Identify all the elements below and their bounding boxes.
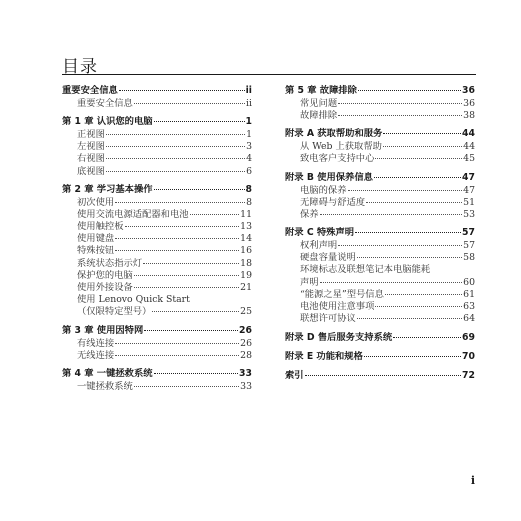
chapter-title: 第 3 章 使用因特网	[62, 324, 144, 336]
toc-item-entry[interactable]	[285, 277, 475, 289]
item-page-number: 3	[246, 141, 252, 153]
item-page-number: 6	[246, 165, 252, 177]
dot-leader	[338, 115, 462, 116]
page-title: 目录	[62, 57, 98, 77]
toc-item-entry[interactable]	[285, 185, 475, 197]
toc-chapter-entry[interactable]	[62, 367, 252, 381]
toc-item-entry[interactable]	[62, 306, 252, 318]
item-title: 一键拯救系统	[77, 380, 133, 392]
chapter-title: 第 5 章 故障排除	[285, 85, 357, 96]
toc-chapter-entry[interactable]	[285, 350, 475, 364]
item-title: 权利声明	[300, 240, 338, 252]
chapter-page-number: 57	[462, 227, 475, 239]
toc-item-entry[interactable]	[285, 252, 475, 264]
item-page-number: 1	[246, 128, 252, 140]
item-title: 使用触控板	[77, 221, 124, 233]
item-title: 保养	[300, 208, 319, 220]
toc-chapter-entry[interactable]	[285, 331, 475, 345]
toc-item-entry[interactable]	[285, 289, 475, 301]
toc-item-entry[interactable]	[62, 338, 252, 350]
toc-item-entry[interactable]	[62, 141, 252, 153]
item-title: 重要安全信息	[77, 97, 133, 109]
toc-section	[285, 226, 475, 325]
item-page-number: 63	[463, 301, 475, 312]
item-page-number: 8	[246, 196, 252, 208]
toc-item-entry[interactable]	[62, 98, 252, 110]
toc-item-entry[interactable]	[62, 350, 252, 362]
toc-item-entry[interactable]	[62, 209, 252, 221]
item-title: 左视图	[77, 141, 105, 153]
toc-item-entry[interactable]	[62, 233, 252, 245]
dot-leader	[357, 318, 462, 319]
dot-leader	[119, 90, 245, 91]
chapter-page-number: 8	[245, 183, 252, 195]
dot-leader	[305, 375, 461, 376]
chapter-title: 附录 C 特殊声明	[285, 227, 355, 239]
dot-leader	[364, 356, 461, 357]
dot-leader	[375, 306, 462, 307]
chapter-page-number: ii	[245, 85, 252, 96]
dot-leader	[190, 214, 240, 215]
dot-leader	[106, 171, 245, 172]
item-title: 使用键盘	[77, 233, 115, 245]
toc-section	[285, 369, 475, 383]
toc-item-entry[interactable]	[285, 197, 475, 209]
chapter-page-number: 44	[462, 128, 475, 140]
dot-leader	[355, 232, 461, 233]
dot-leader	[134, 103, 245, 104]
toc-chapter-entry[interactable]	[285, 127, 475, 141]
item-page-number: 57	[463, 240, 475, 252]
dot-leader	[106, 158, 245, 159]
chapter-title: 第 2 章 学习基本操作	[62, 183, 153, 195]
item-title: 右视图	[77, 153, 105, 165]
item-page-number: 45	[463, 153, 475, 165]
dot-leader	[154, 121, 245, 122]
dot-leader	[385, 294, 462, 295]
dot-leader	[320, 214, 463, 215]
dot-leader	[154, 373, 238, 374]
item-page-number: 26	[240, 337, 252, 349]
item-page-number: ii	[246, 97, 252, 109]
item-page-number: 25	[240, 306, 252, 318]
chapter-page-number: 36	[462, 85, 475, 96]
item-page-number: 51	[463, 196, 475, 208]
toc-section	[62, 84, 252, 110]
toc-section	[285, 350, 475, 364]
toc-chapter-entry[interactable]	[62, 324, 252, 338]
toc-item-entry[interactable]	[285, 264, 475, 276]
toc-chapter-entry[interactable]	[285, 84, 475, 98]
toc-item-entry[interactable]	[285, 110, 475, 122]
item-title: 致电客户支持中心	[300, 153, 375, 165]
item-title: 无障碍与舒适度	[300, 196, 366, 208]
toc-item-entry[interactable]	[285, 301, 475, 313]
item-page-number: 4	[246, 153, 252, 165]
chapter-title: 附录 E 功能和规格	[285, 350, 363, 362]
toc-left-column	[62, 84, 252, 393]
item-page-number: 61	[463, 288, 475, 300]
title-divider	[62, 74, 476, 75]
chapter-page-number: 1	[245, 116, 252, 128]
toc-item-entry[interactable]	[62, 258, 252, 270]
toc-item-entry[interactable]	[62, 381, 252, 393]
dot-leader	[320, 282, 463, 283]
toc-item-entry[interactable]	[62, 129, 252, 141]
toc-item-entry[interactable]	[62, 270, 252, 282]
item-page-number: 16	[240, 245, 252, 257]
dot-leader	[143, 263, 239, 264]
item-page-number: 53	[463, 208, 475, 220]
dot-leader	[338, 245, 462, 246]
item-page-number: 38	[463, 109, 475, 121]
item-title: 初次使用	[77, 196, 115, 208]
item-page-number: 14	[240, 233, 252, 245]
toc-item-entry[interactable]	[62, 221, 252, 233]
toc-section	[285, 127, 475, 165]
item-title: 使用外接设备	[77, 282, 133, 294]
page-number: i	[470, 474, 475, 487]
item-page-number: 36	[463, 97, 475, 109]
dot-leader	[115, 250, 239, 251]
item-title: 电池使用注意事项	[300, 301, 375, 312]
toc-chapter-entry[interactable]	[285, 171, 475, 185]
dot-leader	[375, 158, 462, 159]
item-title: 电脑的保养	[300, 184, 347, 196]
dot-leader	[374, 177, 461, 178]
item-page-number: 44	[463, 141, 475, 153]
dot-leader	[115, 202, 245, 203]
item-page-number: 19	[240, 269, 252, 281]
chapter-title: 索引	[285, 369, 304, 381]
item-title: 特殊按钮	[77, 245, 115, 257]
item-title: 环境标志及联想笔记本电脑能耗	[300, 264, 431, 276]
item-title: 联想许可协议	[300, 313, 356, 325]
item-page-number: 21	[240, 282, 252, 294]
item-title: 使用 Lenovo Quick Start	[77, 294, 190, 306]
chapter-page-number: 26	[239, 324, 252, 336]
item-title: 常见问题	[300, 97, 338, 109]
item-title: 声明	[300, 276, 319, 288]
dot-leader	[125, 226, 240, 227]
chapter-page-number: 47	[462, 171, 475, 183]
item-page-number: 47	[463, 184, 475, 196]
dot-leader	[106, 134, 245, 135]
toc-chapter-entry[interactable]	[285, 369, 475, 383]
toc-section	[62, 183, 252, 319]
dot-leader	[383, 133, 461, 134]
toc-section	[62, 367, 252, 393]
dot-leader	[338, 103, 462, 104]
item-title: 正视图	[77, 128, 105, 140]
toc-item-entry[interactable]	[62, 153, 252, 165]
chapter-page-number: 33	[239, 368, 252, 380]
dot-leader	[393, 337, 461, 338]
item-title: 无线连接	[77, 349, 115, 361]
toc-item-entry[interactable]	[285, 141, 475, 153]
dot-leader	[134, 386, 239, 387]
dot-leader	[383, 146, 462, 147]
toc-item-entry[interactable]	[285, 153, 475, 165]
toc-chapter-entry[interactable]	[285, 226, 475, 240]
toc-right-column	[285, 84, 475, 382]
item-title: 硬盘容量说明	[300, 252, 356, 264]
chapter-title: 重要安全信息	[62, 85, 118, 96]
item-title: 从 Web 上获取帮助	[300, 141, 382, 153]
toc-section	[285, 171, 475, 221]
chapter-title: 第 1 章 认识您的电脑	[62, 116, 153, 128]
item-page-number: 18	[240, 257, 252, 269]
dot-leader	[115, 355, 239, 356]
toc-item-entry[interactable]	[62, 245, 252, 257]
dot-leader	[115, 343, 239, 344]
chapter-page-number: 69	[462, 331, 475, 343]
dot-leader	[366, 202, 462, 203]
toc-item-entry[interactable]	[62, 197, 252, 209]
toc-section	[285, 84, 475, 122]
item-title: 有线连接	[77, 337, 115, 349]
dot-leader	[115, 238, 239, 239]
toc-chapter-entry[interactable]	[62, 115, 252, 129]
item-page-number: 64	[463, 313, 475, 325]
toc-chapter-entry[interactable]	[62, 84, 252, 98]
dot-leader	[357, 257, 462, 258]
chapter-title: 第 4 章 一键拯救系统	[62, 368, 153, 380]
item-title: 保护您的电脑	[77, 269, 133, 281]
dot-leader	[348, 190, 463, 191]
chapter-title: 附录 A 获取帮助和服务	[285, 128, 383, 140]
toc-item-entry[interactable]	[62, 166, 252, 178]
toc-item-entry[interactable]	[285, 98, 475, 110]
item-title: 系统状态指示灯	[77, 257, 143, 269]
dot-leader	[152, 311, 239, 312]
chapter-page-number: 70	[462, 350, 475, 362]
item-title: 使用交流电源适配器和电池	[77, 208, 189, 220]
dot-leader	[144, 330, 238, 331]
item-page-number: 28	[240, 349, 252, 361]
dot-leader	[106, 146, 245, 147]
dot-leader	[134, 287, 239, 288]
item-page-number: 33	[240, 380, 252, 392]
item-title: “能源之星”型号信息	[300, 288, 384, 300]
dot-leader	[358, 90, 461, 91]
toc-item-entry[interactable]	[285, 240, 475, 252]
item-page-number: 11	[240, 208, 252, 220]
toc-section	[285, 331, 475, 345]
item-page-number: 60	[463, 276, 475, 288]
toc-chapter-entry[interactable]	[62, 183, 252, 197]
chapter-page-number: 72	[462, 369, 475, 381]
toc-section	[62, 115, 252, 178]
dot-leader	[134, 275, 239, 276]
toc-item-entry[interactable]	[285, 313, 475, 325]
toc-item-entry[interactable]	[285, 209, 475, 221]
item-page-number: 58	[463, 252, 475, 264]
dot-leader	[154, 189, 245, 190]
item-title: 故障排除	[300, 109, 338, 121]
toc-item-entry[interactable]	[62, 294, 252, 306]
chapter-title: 附录 D 售后服务支持系统	[285, 331, 393, 343]
item-title: （仅限特定型号）	[77, 306, 152, 318]
chapter-title: 附录 B 使用保养信息	[285, 171, 373, 183]
toc-section	[62, 324, 252, 362]
toc-item-entry[interactable]	[62, 282, 252, 294]
item-page-number: 13	[240, 221, 252, 233]
item-title: 底视图	[77, 165, 105, 177]
